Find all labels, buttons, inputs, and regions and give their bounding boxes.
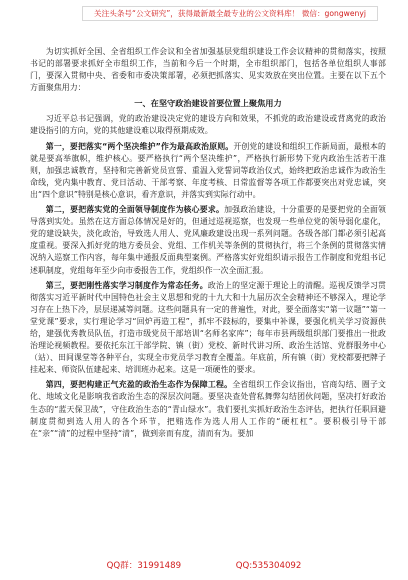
point-two-title: 第二，要把落实党的全面领导制度作为核心要求。 [45, 205, 225, 215]
document-body [30, 46, 386, 443]
point-two-body: 加强政治建设，十分重要的是要把党的全面领导落到实处。虽然在这方面总体情况是好的，但通过巡视巡察，也发现一些单位党的领导弱化虚化，党的建设缺失，淡化政治，导致选人用人、党风廉政建设出现一系列问题。各级各部门都必须引起高度重视。要深入抓好党的地方委员会、党组、工作机关等条例的贯彻执行，将三个条例的贯彻落实情况纳入巡察工作内容，每年集中通报反面典型案例。严格落实好党组织请示报告工作制度和党组书记述职制度，党组每年至少向市委报告工作，党组织作一次全面汇报。 [30, 205, 386, 275]
point-two-paragraph [30, 204, 386, 277]
point-one-title: 第一，要把落实“两个坚决维护”作为最高政治原则。 [45, 141, 234, 151]
point-four-title: 第四，要把构建正气充盈的政治生态作为保障工程。 [45, 380, 233, 390]
point-one-body: 开创党的建设和组织工作新局面，最根本的就是要高举旗帜，维护核心。要严格执行“两个坚决维护”，严格执行新形势下党内政治生活若干准则，加强忠诚教育，坚持和完善新党员宣誓、重温入党誓词等政治仪式，始终把政治忠诚作为政治生命线，党内集中教育、党日活动、干部考察、年度考核、日常监督等各项工作都要突出对党忠诚，突出“四个意识”特别是核心意识，看齐意识，并落实到实际行动中。 [30, 141, 386, 199]
footer-contact: QQ群：31991489 QQ:535304092 [106, 561, 302, 571]
point-four-body: 全省组织工作会议指出，官商勾结、圈子文化、地域文化是影响我省政治生态的深层次问题。要坚决查处营私舞弊勾结团伙问题，坚决打好政治生态的“蓝天保卫战”，守住政治生态的“青山绿水”。我们要扎实抓好政治生态评估，把执行任职回避制度贯彻到选人用人的各个环节，把贿选作为选人用人工作的“硬杠杠”。要积极引导干部在“亲”“清”的过程中坚持“清”，做到亲而有度，清而有为。要加 [30, 380, 386, 438]
section-lead-paragraph: 习近平总书记强调，党的政治建设决定党的建设方向和效果，不抓党的政治建设或背离党的政治建设指引的方向，党的其他建设难以取得预期成效。 [30, 114, 386, 136]
point-three-body: 政治上的坚定源于理论上的清醒。巡视反馈学习贯彻落实习近平新时代中国特色社会主义思想和党的十九大和十九届历次全会精神还不够深入，理论学习存在上热下冷，层层递减等问题。这些问题具有一定的普遍性，对此，要全面落实“第一议题”“第一堂党课”要求，实行理论学习“回炉再造工程”，抓牢不跂标的，要集中补课，要强化机关学习资源供给，建强优秀教员队伍，打造市级党员干部培训“名师名家库”；每年市县两级组织部门要推出一批政治理论视频教程。要依托东江干部学院、镇（街）党校、新时代讲习所、政治生活馆、党群服务中心（站）、田间课堂等各种平台，实现全市党员学习教育全覆盖。年底前，所有镇（街）党校都要把牌子挂起来、师资队伍建起来、培训班办起来。这是一项硬性的要求。 [30, 280, 386, 375]
point-three-paragraph [30, 280, 386, 377]
intro-paragraph: 为切实抓好全国、全省组织工作会议和全省加强基层党组织建设工作会议精神的贯彻落实，按照书记的部署要求抓好全市组织工作，当前和今后一个时期，全市组织部门，包括各单位组织人事部门，要深入贯彻中央、省委和市委决策部署，必须把抓落实、见实效放在突出位置。主要在以下五个方面聚焦用力： [30, 47, 386, 93]
section-heading: 一、在坚守政治建设首要位置上聚焦用力 [134, 98, 282, 109]
top-banner: 关注头条号“公文研究”，获得最新最全最专业的公文资料库！ 微信：gongwenyj [82, 6, 378, 21]
point-four-paragraph [30, 379, 386, 439]
point-one-paragraph [30, 141, 386, 201]
point-three-title: 第三，要把刚性落实学习制度作为常态任务。 [45, 280, 208, 290]
